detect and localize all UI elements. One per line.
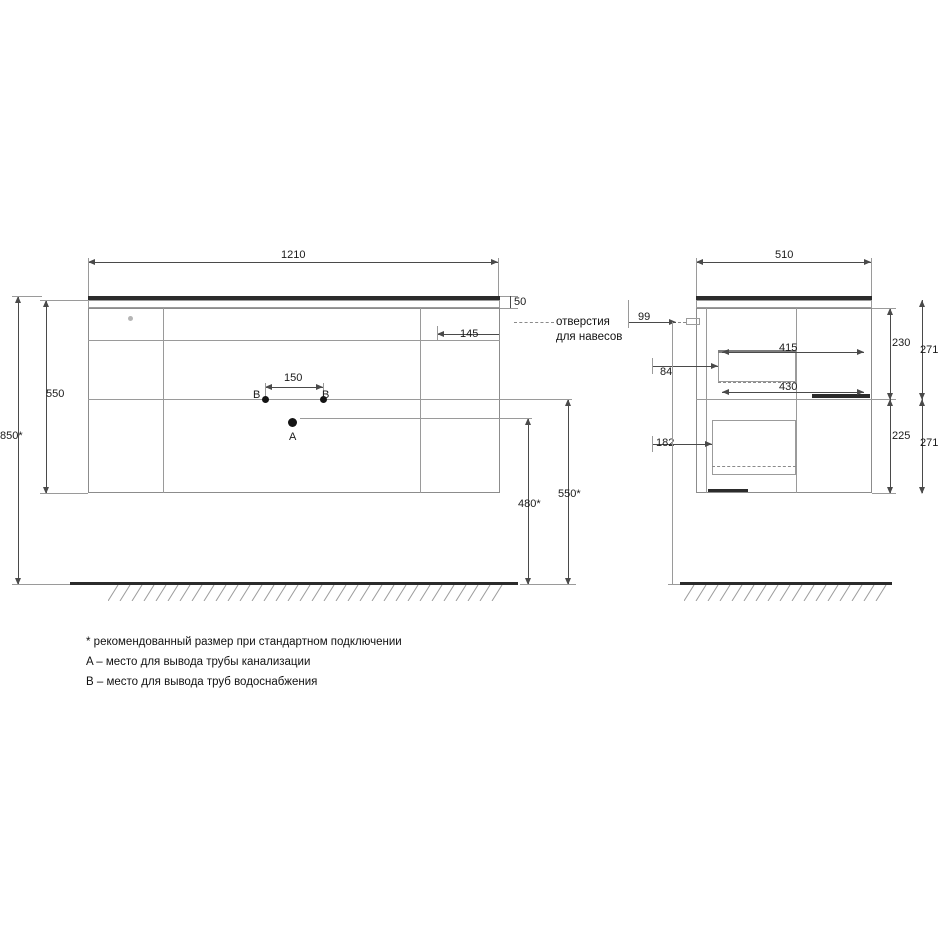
label-b-right: B	[322, 389, 330, 401]
ext-line-550s-top	[330, 399, 572, 400]
ext-line-225-bottom	[872, 493, 896, 494]
dim-label-225: 225	[892, 430, 911, 442]
dim-line-150	[265, 387, 323, 388]
front-panel-split	[796, 308, 797, 493]
dim-arrow-271u-up	[919, 300, 925, 307]
dim-arrow-145-left	[437, 331, 444, 337]
legend-item-0: * рекомендованный размер при стандартном подключении	[86, 636, 402, 648]
dim-label-1210: 1210	[281, 249, 306, 261]
panel-split-right	[420, 308, 421, 493]
dim-arrow-430-right	[857, 389, 864, 395]
label-b-left: B	[253, 389, 261, 401]
drain-outlet-marker	[288, 418, 297, 427]
countertop-edge	[88, 300, 500, 308]
ext-line-right	[498, 258, 499, 300]
dim-label-230: 230	[892, 337, 911, 349]
ext-line-99-left	[628, 300, 629, 328]
dim-arrow-510-right	[864, 259, 871, 265]
dim-line-depth-510	[696, 262, 871, 263]
dim-label-510: 510	[775, 249, 794, 261]
ext-line-182	[652, 436, 653, 452]
upper-drawer-box	[718, 350, 796, 382]
dim-arrow-550s-up	[565, 399, 571, 406]
ext-line-84	[652, 358, 653, 374]
dim-arrow-84-right	[711, 363, 718, 369]
dim-label-550-star: 550*	[558, 488, 581, 500]
dim-arrow-225-up	[887, 399, 893, 406]
dim-arrow-430-left	[722, 389, 729, 395]
floor-hatching-side	[684, 585, 892, 601]
dim-label-480: 480*	[518, 498, 541, 510]
lower-handle-bar	[708, 489, 748, 492]
dim-arrow-230-up	[887, 308, 893, 315]
dim-line-width-1210	[88, 262, 498, 263]
dim-arrow-right	[491, 259, 498, 265]
dim-label-271-upper: 271	[920, 344, 938, 356]
lower-drawer-dashed	[712, 466, 796, 467]
dim-label-850: 850*	[0, 430, 23, 442]
dim-line-225	[890, 399, 891, 493]
water-outlet-left-marker	[262, 396, 269, 403]
dim-line-50	[510, 296, 511, 308]
ext-line-510-left	[696, 258, 697, 300]
dim-label-84: 84	[660, 366, 673, 378]
dim-label-271-lower: 271	[920, 437, 938, 449]
dim-label-150: 150	[284, 372, 303, 384]
ext-line-50-bottom	[500, 308, 518, 309]
dim-arrow-415-left	[722, 349, 729, 355]
dim-line-230	[890, 308, 891, 399]
handle-mark-icon	[128, 316, 133, 321]
panel-split-left	[163, 308, 164, 493]
dim-label-182: 182	[656, 437, 675, 449]
dim-label-50: 50	[514, 296, 527, 308]
dim-arrow-415-right	[857, 349, 864, 355]
dim-arrow-271l-up	[919, 399, 925, 406]
dim-arrow-510-left	[696, 259, 703, 265]
dim-arrow-left	[88, 259, 95, 265]
ext-line-145	[437, 326, 438, 340]
dim-arrow-150-left	[265, 384, 272, 390]
ext-line-550-top	[40, 300, 88, 301]
dim-arrow-271l-down	[919, 487, 925, 494]
dim-arrow-480-up	[525, 418, 531, 425]
dim-label-550: 550	[46, 388, 65, 400]
ext-line-480-top	[300, 418, 532, 419]
dim-label-145: 145	[460, 328, 479, 340]
top-edge-line	[88, 340, 500, 341]
dim-label-430: 430	[779, 381, 798, 393]
ext-line-230-top	[872, 308, 896, 309]
dim-label-99: 99	[638, 311, 651, 323]
countertop-edge-side	[696, 300, 872, 308]
dim-label-415: 415	[779, 342, 798, 354]
dim-arrow-850-up	[15, 296, 21, 303]
callout-hanger-holes-line2: для навесов	[556, 331, 623, 343]
ext-line-550s-bottom	[520, 584, 576, 585]
ext-line-850-top	[12, 296, 42, 297]
ext-line-510-right	[871, 258, 872, 300]
callout-leader-left	[514, 322, 554, 323]
callout-hanger-holes-line1: отверстия	[556, 316, 610, 328]
back-panel-line	[706, 308, 707, 493]
legend-item-1: A – место для вывода трубы канализации	[86, 656, 311, 668]
dim-arrow-550-up	[43, 300, 49, 307]
dim-arrow-182-right	[705, 441, 712, 447]
side-drawer-divider	[696, 399, 872, 400]
label-a: A	[289, 431, 297, 443]
ext-line-left	[88, 258, 89, 300]
side-ext-vertical-left	[672, 322, 673, 584]
ext-line-550-bottom	[40, 493, 88, 494]
floor-hatching-front	[108, 585, 508, 601]
hanger-hole-mark	[686, 318, 700, 325]
legend-item-2: B – место для вывода труб водоснабжения	[86, 676, 318, 688]
